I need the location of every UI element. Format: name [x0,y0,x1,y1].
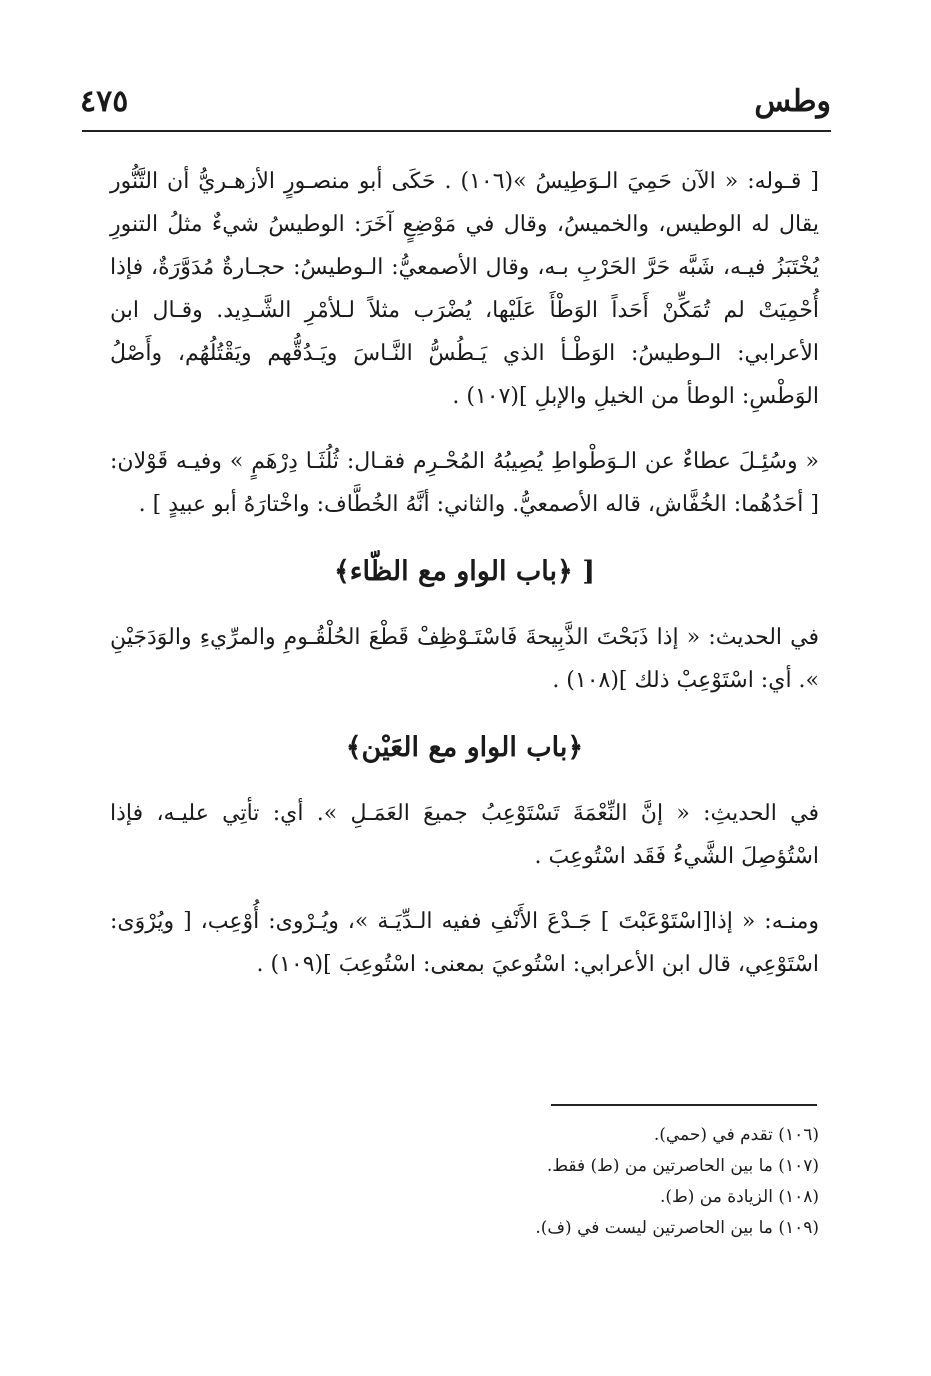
footnote-divider [551,1104,817,1106]
footnote-106: (١٠٦) تقدم في (حمي). [653,1125,819,1145]
footnote-107: (١٠٧) ما بين الحاصرتين من (ط) فقط. [546,1156,819,1176]
paragraph-istawab: ومنـه: « إذا[اسْتَوْعَبْتَ ] جَـدْعَ الأَنْفِ ففيه الـدِّيَـة »، ويُـرْوى: أُوْعِب، [ ويُرْوَى: اسْتَوْعِي، قال ابن الأعرابي: اسْتُوعيَ بمعنى: اسْتُوعِبَ ](١٠٩) . [110,909,819,977]
footnote-109: (١٠٩) ما بين الحاصرتين ليست في (ف). [535,1218,819,1238]
paragraph-istawzif: في الحديث: « إذا ذَبَحْتَ الذَّبِيحةَ فَاسْتَـوْظِفْ قَطْعَ الحُلْقُـومِ والمرِّيءِ والوَدَجَيْنِ ». أي: اسْتَوْعِبْ ذلك ](١٠٨) . [110,625,819,693]
running-head-title: وطس [754,84,831,119]
paragraph-watwat: « وسُئِـلَ عطاءٌ عن الـوَطْواطِ يُصِيبُهُ المُحْـرِم فقـال: ثُلُثَـا دِرْهَمٍ » وفيـه قَوْلان: [ أحَدُهُما: الخُفَّاش، قاله الأصمعيُّ. والثاني: أنَّهُ الخُطَّاف: واخْتارَهُ أبو عبيدٍ ] . [110,449,819,517]
main-text [110,160,819,986]
page-number: ٤٧٥ [80,84,129,119]
footnotes [110,1120,819,1244]
section-heading-waw-ayn: ﴿باب الواو مع العَيْن﴾ [345,732,584,763]
section-heading-waw-zaa: [ ﴿باب الواو مع الظّاء﴾ [333,556,596,587]
paragraph-watis: [ قـوله: « الآن حَمِيَ الـوَطِيسُ »(١٠٦) . حَكَى أبو منصـورٍ الأزهـريُّ أن التَّنُّور يقال له الوطيس، والخميسُ، وقال في مَوْضِعٍ آخَرَ: الوطيسُ شيءٌ مثلُ التنورِ يُخْتَبَزُ فيـه، شَبَّه حَرَّ الحَرْبِ بـه، وقال الأصمعيُّ: الـوطيسُ: حجـارةٌ مُدَوَّرَةٌ، فإذا أُحْمِيَتْ لم تُمَكِّنْ أَحَداً الوَطْأَ عَلَيْها، يُضْرَب مثلاً لـلأمْرِ الشَّـدِيد. وقـال ابن الأعرابي: الـوطيسُ: الوَطْـأ الذي يَـطُسُّ النَّـاسَ ويَـدُقُّهم ويَقْتُلُهُم، وأَصْلُ الوَطْسِ: الوطأ من الخيلِ والإبلِ ](١٠٧) . [110,169,819,409]
page-header [80,80,831,130]
paragraph-nima: في الحديثِ: « إنَّ النِّعْمَةَ تَسْتَوْعِبُ جميعَ العَمَـلِ ». أي: تأتِي عليـه، فإذا اسْتُؤصِلَ الشَّيءُ فَقَد اسْتُوعِبَ . [110,801,819,869]
footnote-108: (١٠٨) الزيادة من (ط). [660,1187,819,1207]
header-divider [82,130,831,132]
